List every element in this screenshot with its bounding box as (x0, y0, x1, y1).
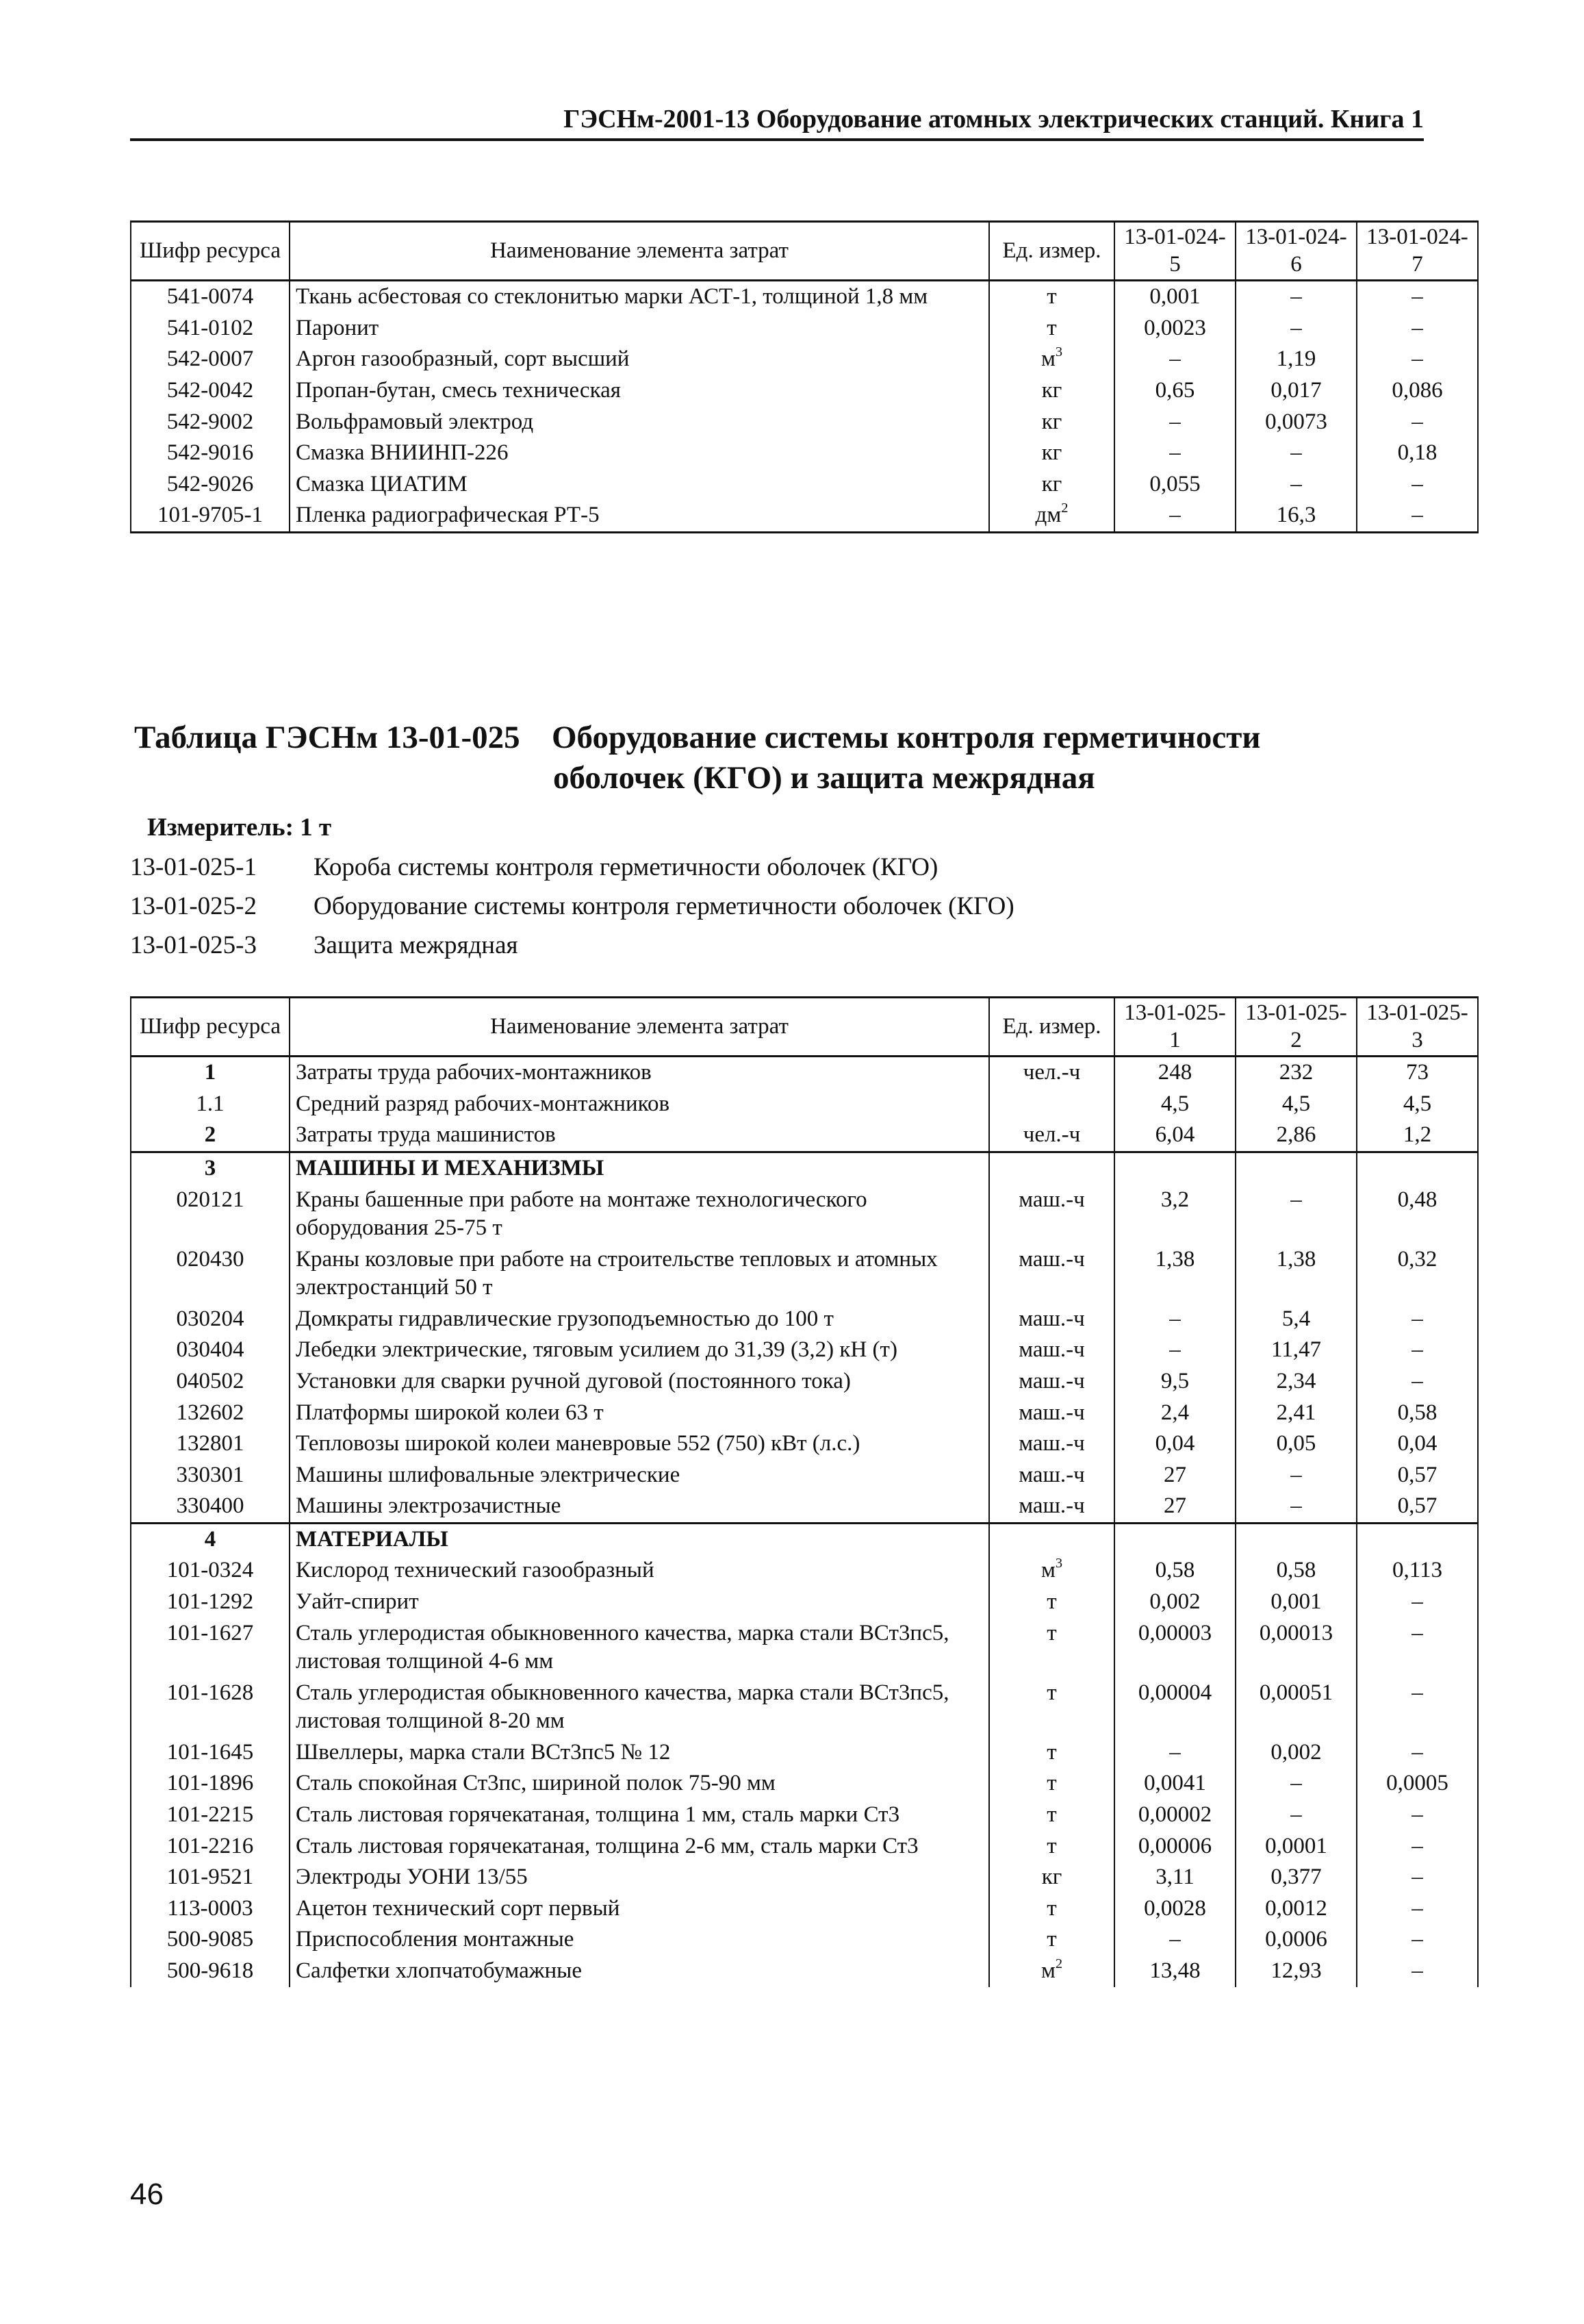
header-variant-1: 13-01-024-5 (1114, 222, 1236, 281)
cell-name: Затраты труда рабочих-монтажников (290, 1057, 989, 1089)
table-row (131, 1304, 1478, 1335)
cell-name: Установки для сварки ручной дуговой (постоянного тока) (290, 1366, 989, 1398)
cell-name: Сталь спокойная Ст3пс, шириной полок 75-90 мм (290, 1768, 989, 1799)
cell-v1: – (1114, 344, 1236, 375)
cell-v3: 0,57 (1357, 1491, 1478, 1523)
table-row (131, 1120, 1478, 1152)
table-title-line-2: оболочек (КГО) и защита межрядная (553, 759, 1095, 796)
cell-unit: $м^3$ (989, 344, 1114, 375)
cell-unit: т (989, 1618, 1114, 1678)
cell-v1: – (1114, 1737, 1236, 1769)
cell-v3: – (1357, 1831, 1478, 1862)
cell-v2: 0,58 (1236, 1555, 1357, 1587)
cell-code: 101-0324 (131, 1555, 290, 1587)
cell-v3: – (1357, 1737, 1478, 1769)
unit-exponent: 3 (1055, 1556, 1063, 1571)
table-row (131, 1428, 1478, 1460)
cell-v2: – (1236, 1799, 1357, 1831)
cell-v2: – (1236, 281, 1357, 313)
cell-unit: маш.-ч (989, 1185, 1114, 1244)
cell-unit: маш.-ч (989, 1491, 1114, 1523)
cell-name: Ткань асбестовая со стеклонитью марки АСТ-1, толщиной 1,8 мм (290, 281, 989, 313)
cell-v1: 0,04 (1114, 1428, 1236, 1460)
cell-v1: – (1114, 1335, 1236, 1366)
cell-v3: 0,086 (1357, 375, 1478, 407)
table-body (131, 281, 1478, 533)
cell-v2: – (1236, 1768, 1357, 1799)
cell-name: Уайт-спирит (290, 1587, 989, 1618)
table-row (131, 1678, 1478, 1737)
header-variant-3: 13-01-024-7 (1357, 222, 1478, 281)
variant-code: 13-01-025-2 (130, 892, 257, 920)
cell-v1: 3,2 (1114, 1185, 1236, 1244)
cell-name: Смазка ЦИАТИМ (290, 469, 989, 501)
cell-v2: 0,0006 (1236, 1924, 1357, 1956)
cell-v1: 2,4 (1114, 1398, 1236, 1429)
cell-unit: кг (989, 407, 1114, 438)
cell-code: 500-9085 (131, 1924, 290, 1956)
cell-v1: 6,04 (1114, 1120, 1236, 1152)
cell-v2: 2,86 (1236, 1120, 1357, 1152)
cell-v1: – (1114, 500, 1236, 532)
cell-v1: 0,055 (1114, 469, 1236, 501)
cell-v1: 1,38 (1114, 1244, 1236, 1304)
cell-v2: 0,017 (1236, 375, 1357, 407)
cell-name: Средний разряд рабочих-монтажников (290, 1089, 989, 1120)
cell-code: 542-9026 (131, 469, 290, 501)
cell-v3: – (1357, 1956, 1478, 1987)
table-row (131, 469, 1478, 501)
cell-name: Пленка радиографическая РТ-5 (290, 500, 989, 532)
header-name: Наименование элемента затрат (290, 222, 989, 281)
cell-code: 542-9002 (131, 407, 290, 438)
cell-code: 330301 (131, 1460, 290, 1491)
table-row (131, 438, 1478, 469)
cell-v3: – (1357, 1678, 1478, 1737)
table-row (131, 1799, 1478, 1831)
cell-code: 020121 (131, 1185, 290, 1244)
cell-v2: – (1236, 313, 1357, 344)
table-row (131, 1737, 1478, 1769)
cell-v3: 0,04 (1357, 1428, 1478, 1460)
table-title-label: Таблица ГЭСНм 13-01-025 (134, 720, 520, 755)
cell-code: 101-2216 (131, 1831, 290, 1862)
table-row (131, 1555, 1478, 1587)
cell-v3: 0,58 (1357, 1398, 1478, 1429)
cell-unit: маш.-ч (989, 1366, 1114, 1398)
cell-code: 132801 (131, 1428, 290, 1460)
cell-unit: маш.-ч (989, 1244, 1114, 1304)
meter-label: Измеритель: (147, 813, 294, 842)
table-row (131, 1924, 1478, 1956)
cell-unit: маш.-ч (989, 1304, 1114, 1335)
cell-v3: 0,57 (1357, 1460, 1478, 1491)
cell-unit: маш.-ч (989, 1398, 1114, 1429)
cell-v3: 0,48 (1357, 1185, 1478, 1244)
cell-code: 4 (131, 1523, 290, 1555)
table-header-row (131, 222, 1478, 281)
cell-name: МАТЕРИАЛЫ (290, 1523, 989, 1555)
cell-unit: т (989, 1831, 1114, 1862)
cell-v3: – (1357, 500, 1478, 532)
cell-code: 542-9016 (131, 438, 290, 469)
table-row (131, 1768, 1478, 1799)
cell-name: МАШИНЫ И МЕХАНИЗМЫ (290, 1152, 989, 1184)
cell-v3: – (1357, 469, 1478, 501)
resource-table-025 (130, 996, 1479, 1987)
table-header-row (131, 998, 1478, 1057)
cell-v2: 0,002 (1236, 1737, 1357, 1769)
cell-code: 030204 (131, 1304, 290, 1335)
cell-unit: т (989, 313, 1114, 344)
cell-v3: 1,2 (1357, 1120, 1478, 1152)
cell-code: 3 (131, 1152, 290, 1184)
cell-name: Паронит (290, 313, 989, 344)
header-variant-1: 13-01-025-1 (1114, 998, 1236, 1057)
cell-v2: – (1236, 1460, 1357, 1491)
cell-v3 (1357, 1523, 1478, 1555)
cell-v1: 9,5 (1114, 1366, 1236, 1398)
table-row (131, 1893, 1478, 1925)
cell-v1: – (1114, 438, 1236, 469)
table-row (131, 1089, 1478, 1120)
cell-v1: 0,58 (1114, 1555, 1236, 1587)
variant-item (130, 926, 1014, 965)
cell-v3: 0,32 (1357, 1244, 1478, 1304)
table-row (131, 1244, 1478, 1304)
header-code: Шифр ресурса (131, 998, 290, 1057)
cell-name: Затраты труда машинистов (290, 1120, 989, 1152)
cell-v2: 2,41 (1236, 1398, 1357, 1429)
table-row (131, 1831, 1478, 1862)
table-row (131, 1057, 1478, 1089)
variant-code: 13-01-025-1 (130, 853, 257, 881)
cell-v3: – (1357, 1304, 1478, 1335)
resource-table-024 (130, 220, 1479, 533)
cell-code: 101-1292 (131, 1587, 290, 1618)
running-header: ГЭСНм-2001-13 Оборудование атомных электрических станций. Книга 1 (130, 104, 1424, 141)
cell-v1: – (1114, 1924, 1236, 1956)
cell-code: 101-1627 (131, 1618, 290, 1678)
table-row (131, 281, 1478, 313)
table-row (131, 1956, 1478, 1987)
cell-unit (989, 1089, 1114, 1120)
variant-text: Оборудование системы контроля герметичности оболочек (КГО) (314, 892, 1014, 920)
cell-name: Электроды УОНИ 13/55 (290, 1862, 989, 1893)
cell-v1: 27 (1114, 1460, 1236, 1491)
table-row (131, 1587, 1478, 1618)
page-number: 46 (130, 2177, 164, 2211)
unit-exponent: 2 (1055, 1956, 1063, 1971)
cell-unit: т (989, 1737, 1114, 1769)
cell-name: Машины шлифовальные электрические (290, 1460, 989, 1491)
cell-v2: 1,19 (1236, 344, 1357, 375)
cell-name: Платформы широкой колеи 63 т (290, 1398, 989, 1429)
cell-name: Пропан-бутан, смесь техническая (290, 375, 989, 407)
cell-name: Краны козловые при работе на строительстве тепловых и атомных электростанций 50 т (290, 1244, 989, 1304)
cell-code: 040502 (131, 1366, 290, 1398)
cell-v2: 232 (1236, 1057, 1357, 1089)
cell-code: 030404 (131, 1335, 290, 1366)
cell-unit: кг (989, 469, 1114, 501)
cell-unit: т (989, 1768, 1114, 1799)
cell-v2: 2,34 (1236, 1366, 1357, 1398)
cell-name: Смазка ВНИИНП-226 (290, 438, 989, 469)
cell-v3 (1357, 1152, 1478, 1184)
cell-name: Сталь листовая горячекатаная, толщина 2-6 мм, сталь марки Ст3 (290, 1831, 989, 1862)
cell-unit: т (989, 1587, 1114, 1618)
cell-unit: маш.-ч (989, 1460, 1114, 1491)
cell-v2 (1236, 1523, 1357, 1555)
table-row (131, 313, 1478, 344)
header-variant-2: 13-01-025-2 (1236, 998, 1357, 1057)
cell-v3: – (1357, 1587, 1478, 1618)
cell-name: Машины электрозачистные (290, 1491, 989, 1523)
cell-name: Аргон газообразный, сорт высший (290, 344, 989, 375)
cell-v2: 5,4 (1236, 1304, 1357, 1335)
table-row (131, 407, 1478, 438)
cell-unit: т (989, 1924, 1114, 1956)
cell-code: 541-0074 (131, 281, 290, 313)
cell-v1: 0,00004 (1114, 1678, 1236, 1737)
cell-v2: 0,05 (1236, 1428, 1357, 1460)
cell-v2: – (1236, 469, 1357, 501)
cell-v2: – (1236, 1185, 1357, 1244)
cell-v2: 0,0073 (1236, 407, 1357, 438)
cell-code: 542-0042 (131, 375, 290, 407)
cell-v1: 0,0028 (1114, 1893, 1236, 1925)
header-unit: Ед. измер. (989, 222, 1114, 281)
cell-v1 (1114, 1152, 1236, 1184)
cell-name: Салфетки хлопчатобумажные (290, 1956, 989, 1987)
cell-name: Ацетон технический сорт первый (290, 1893, 989, 1925)
cell-v1: 0,0041 (1114, 1768, 1236, 1799)
cell-v3: 4,5 (1357, 1089, 1478, 1120)
cell-v2: 12,93 (1236, 1956, 1357, 1987)
cell-v3: 0,0005 (1357, 1768, 1478, 1799)
table-row (131, 375, 1478, 407)
header-variant-3: 13-01-025-3 (1357, 998, 1478, 1057)
cell-code: 020430 (131, 1244, 290, 1304)
cell-v2: 0,0001 (1236, 1831, 1357, 1862)
cell-unit: т (989, 281, 1114, 313)
cell-v1: 0,001 (1114, 281, 1236, 313)
cell-code: 330400 (131, 1491, 290, 1523)
cell-v1: 0,00003 (1114, 1618, 1236, 1678)
cell-v1 (1114, 1523, 1236, 1555)
cell-code: 101-2215 (131, 1799, 290, 1831)
table-title-line-1: Оборудование системы контроля герметичности (552, 720, 1261, 755)
cell-v2: – (1236, 1491, 1357, 1523)
cell-code: 1 (131, 1057, 290, 1089)
table-row (131, 1185, 1478, 1244)
cell-unit: кг (989, 375, 1114, 407)
cell-v1: 4,5 (1114, 1089, 1236, 1120)
cell-unit: т (989, 1799, 1114, 1831)
cell-v1: – (1114, 407, 1236, 438)
cell-v2: – (1236, 438, 1357, 469)
cell-v3: – (1357, 344, 1478, 375)
table-row (131, 1398, 1478, 1429)
cell-unit: чел.-ч (989, 1057, 1114, 1089)
cell-v2: 1,38 (1236, 1244, 1357, 1304)
cell-v2: 0,00051 (1236, 1678, 1357, 1737)
table-row (131, 1152, 1478, 1184)
cell-code: 101-1628 (131, 1678, 290, 1737)
header-variant-2: 13-01-024-6 (1236, 222, 1357, 281)
cell-v3: – (1357, 313, 1478, 344)
table-row (131, 344, 1478, 375)
cell-v1: 3,11 (1114, 1862, 1236, 1893)
cell-v2: 4,5 (1236, 1089, 1357, 1120)
cell-name: Кислород технический газообразный (290, 1555, 989, 1587)
table-row (131, 1366, 1478, 1398)
cell-v1: 0,65 (1114, 375, 1236, 407)
cell-code: 2 (131, 1120, 290, 1152)
cell-v2: 0,00013 (1236, 1618, 1357, 1678)
cell-code: 101-9705-1 (131, 500, 290, 532)
header-code: Шифр ресурса (131, 222, 290, 281)
cell-code: 132602 (131, 1398, 290, 1429)
table-row (131, 1862, 1478, 1893)
variant-text: Защита межрядная (314, 931, 518, 959)
cell-v2: 0,0012 (1236, 1893, 1357, 1925)
cell-v1: – (1114, 1304, 1236, 1335)
table-row (131, 500, 1478, 532)
cell-unit: маш.-ч (989, 1428, 1114, 1460)
cell-name: Приспособления монтажные (290, 1924, 989, 1956)
cell-v3: – (1357, 281, 1478, 313)
cell-v1: 0,00006 (1114, 1831, 1236, 1862)
cell-name: Швеллеры, марка стали ВСт3пс5 № 12 (290, 1737, 989, 1769)
cell-name: Сталь углеродистая обыкновенного качества, марка стали ВСт3пс5, листовая толщиной 8-20 мм (290, 1678, 989, 1737)
cell-v1: 0,00002 (1114, 1799, 1236, 1831)
cell-unit: т (989, 1678, 1114, 1737)
cell-v3: – (1357, 407, 1478, 438)
cell-v1: 13,48 (1114, 1956, 1236, 1987)
cell-code: 101-1645 (131, 1737, 290, 1769)
table-row (131, 1491, 1478, 1523)
cell-code: 101-9521 (131, 1862, 290, 1893)
variant-item (130, 848, 1014, 887)
table-body (131, 1057, 1478, 1987)
cell-v3: 0,113 (1357, 1555, 1478, 1587)
cell-code: 113-0003 (131, 1893, 290, 1925)
cell-v1: 27 (1114, 1491, 1236, 1523)
variant-text: Короба системы контроля герметичности оболочек (КГО) (314, 853, 938, 881)
cell-v3: 73 (1357, 1057, 1478, 1089)
cell-v3: – (1357, 1924, 1478, 1956)
cell-name: Краны башенные при работе на монтаже технологического оборудования 25-75 т (290, 1185, 989, 1244)
cell-unit: кг (989, 438, 1114, 469)
cell-code: 541-0102 (131, 313, 290, 344)
cell-code: 542-0007 (131, 344, 290, 375)
cell-unit: $м^2$ (989, 1956, 1114, 1987)
cell-v2: 16,3 (1236, 500, 1357, 532)
variant-code: 13-01-025-3 (130, 931, 257, 959)
table-title (134, 718, 1476, 798)
cell-v3: – (1357, 1335, 1478, 1366)
table-row (131, 1460, 1478, 1491)
cell-code: 500-9618 (131, 1956, 290, 1987)
cell-v3: – (1357, 1799, 1478, 1831)
cell-unit: $дм^2$ (989, 500, 1114, 532)
unit-exponent: 3 (1055, 344, 1063, 360)
cell-unit: маш.-ч (989, 1335, 1114, 1366)
cell-unit: $м^3$ (989, 1555, 1114, 1587)
table-row (131, 1523, 1478, 1555)
cell-name: Вольфрамовый электрод (290, 407, 989, 438)
cell-code: 101-1896 (131, 1768, 290, 1799)
cell-v1: 0,002 (1114, 1587, 1236, 1618)
cell-v2 (1236, 1152, 1357, 1184)
header-unit: Ед. измер. (989, 998, 1114, 1057)
cell-unit: чел.-ч (989, 1120, 1114, 1152)
variant-item (130, 887, 1014, 926)
variants-list (130, 848, 1014, 965)
cell-name: Сталь углеродистая обыкновенного качества, марка стали ВСт3пс5, листовая толщиной 4-6 мм (290, 1618, 989, 1678)
cell-v2: 0,377 (1236, 1862, 1357, 1893)
cell-v1: 248 (1114, 1057, 1236, 1089)
table-row (131, 1618, 1478, 1678)
cell-v3: 0,18 (1357, 438, 1478, 469)
meter-line (147, 813, 331, 842)
cell-unit (989, 1152, 1114, 1184)
meter-value: 1 т (300, 813, 332, 842)
header-name: Наименование элемента затрат (290, 998, 989, 1057)
cell-v2: 11,47 (1236, 1335, 1357, 1366)
cell-v3: – (1357, 1618, 1478, 1678)
cell-v2: 0,001 (1236, 1587, 1357, 1618)
cell-name: Домкраты гидравлические грузоподъемностью до 100 т (290, 1304, 989, 1335)
cell-v1: 0,0023 (1114, 313, 1236, 344)
cell-unit: кг (989, 1862, 1114, 1893)
cell-unit (989, 1523, 1114, 1555)
cell-name: Сталь листовая горячекатаная, толщина 1 мм, сталь марки Ст3 (290, 1799, 989, 1831)
unit-exponent: 2 (1061, 501, 1069, 516)
cell-unit: т (989, 1893, 1114, 1925)
table-row (131, 1335, 1478, 1366)
cell-name: Тепловозы широкой колеи маневровые 552 (750) кВт (л.с.) (290, 1428, 989, 1460)
cell-v3: – (1357, 1893, 1478, 1925)
cell-v3: – (1357, 1862, 1478, 1893)
cell-name: Лебедки электрические, тяговым усилием до 31,39 (3,2) кН (т) (290, 1335, 989, 1366)
cell-v3: – (1357, 1366, 1478, 1398)
cell-code: 1.1 (131, 1089, 290, 1120)
